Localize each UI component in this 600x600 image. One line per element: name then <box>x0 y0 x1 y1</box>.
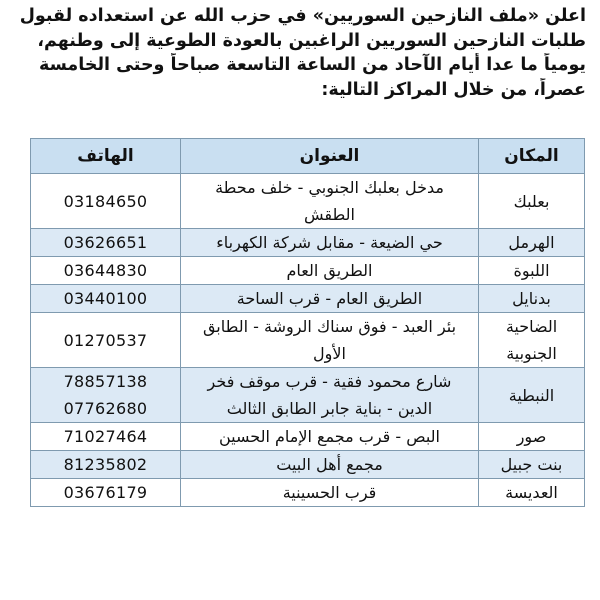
address-cell-line: الدين - بناية جابر الطابق الثالث <box>226 399 433 418</box>
address-cell-line: شارع محمود فقية - قرب موقف فخر <box>207 372 452 391</box>
place-cell <box>479 257 585 285</box>
address-cell-line: قرب الحسينية <box>282 483 377 502</box>
phone-cell-line: 71027464 <box>63 427 148 446</box>
address-cell-line: بئر العبد - فوق سناك الروشة - الطابق <box>202 317 457 336</box>
phone-cell <box>31 313 181 368</box>
phone-cell-line: 03184650 <box>63 191 148 211</box>
address-cell-line: حي الضيعة - مقابل شركة الكهرباء <box>216 233 443 252</box>
place-cell <box>479 423 585 451</box>
place-cell-line: اللبوة <box>513 261 550 280</box>
address-cell <box>181 368 479 423</box>
address-cell <box>181 229 479 257</box>
phone-cell <box>31 451 181 479</box>
phone-cell-line: 03440100 <box>63 289 148 308</box>
address-cell-line: الطريق العام <box>286 261 373 280</box>
phone-cell <box>31 229 181 257</box>
place-cell <box>479 229 585 257</box>
phone-cell-line: 78857138 <box>63 372 148 391</box>
address-cell-line: البص - قرب مجمع الإمام الحسين <box>218 427 440 446</box>
table-row <box>31 313 585 368</box>
place-cell-line: النبطية <box>508 385 555 405</box>
place-cell <box>479 174 585 229</box>
phone-cell-line: 03676179 <box>63 483 148 502</box>
header-phone: الهاتف <box>31 139 181 174</box>
table-body <box>31 174 585 507</box>
place-cell <box>479 479 585 507</box>
place-cell-line: الجنوبية <box>506 344 557 363</box>
address-cell-line: مدخل بعلبك الجنوبي - خلف محطة <box>215 178 444 197</box>
table-row <box>31 451 585 479</box>
address-cell-line: الطقش <box>304 205 355 224</box>
address-cell <box>181 285 479 313</box>
table-row <box>31 368 585 423</box>
phone-cell <box>31 285 181 313</box>
place-cell <box>479 451 585 479</box>
intro-line: طلبات النازحين السوريين الراغبين بالعودة الطوعية إلى وطنهم، <box>37 30 586 51</box>
place-cell-line: بعلبك <box>513 191 550 211</box>
address-cell <box>181 174 479 229</box>
table-header-row <box>31 139 585 174</box>
intro-line: يومياً ما عدا أيام الآحاد من الساعة التاسعة صباحاً وحتى الخامسة <box>39 55 586 75</box>
address-cell <box>181 257 479 285</box>
intro-paragraph <box>20 4 586 102</box>
table-row <box>31 229 585 257</box>
table-row <box>31 174 585 229</box>
intro-line: اعلن «ملف النازحين السوريين» في حزب الله عن استعداده لقبول <box>20 6 586 26</box>
phone-cell <box>31 257 181 285</box>
table-row <box>31 423 585 451</box>
table-row <box>31 257 585 285</box>
place-cell-line: الضاحية <box>505 317 558 336</box>
phone-cell <box>31 423 181 451</box>
phone-cell <box>31 368 181 423</box>
place-cell <box>479 313 585 368</box>
address-cell-line: الطريق العام - قرب الساحة <box>236 289 423 308</box>
phone-cell-line: 07762680 <box>63 399 148 418</box>
phone-cell-line: 01270537 <box>63 330 148 350</box>
address-cell-line: مجمع أهل البيت <box>276 455 383 474</box>
place-cell-line: صور <box>516 427 547 446</box>
place-cell-line: بدنايل <box>512 289 551 308</box>
phone-cell-line: 81235802 <box>63 455 148 474</box>
address-cell <box>181 451 479 479</box>
place-cell-line: العديسة <box>505 483 558 502</box>
place-cell-line: الهرمل <box>508 233 555 252</box>
table-row <box>31 285 585 313</box>
place-cell <box>479 285 585 313</box>
centers-table <box>30 138 585 507</box>
intro-line: عصراً، من خلال المراكز التالية: <box>321 79 586 100</box>
phone-cell <box>31 174 181 229</box>
place-cell-line: بنت جبيل <box>500 455 563 474</box>
header-place: المكان <box>479 139 585 174</box>
phone-cell <box>31 479 181 507</box>
header-address: العنوان <box>181 139 479 174</box>
phone-cell-line: 03626651 <box>63 233 148 252</box>
address-cell <box>181 313 479 368</box>
phone-cell-line: 03644830 <box>63 261 148 280</box>
address-cell <box>181 423 479 451</box>
place-cell <box>479 368 585 423</box>
address-cell-line: الأول <box>313 344 346 363</box>
address-cell <box>181 479 479 507</box>
table-row <box>31 479 585 507</box>
